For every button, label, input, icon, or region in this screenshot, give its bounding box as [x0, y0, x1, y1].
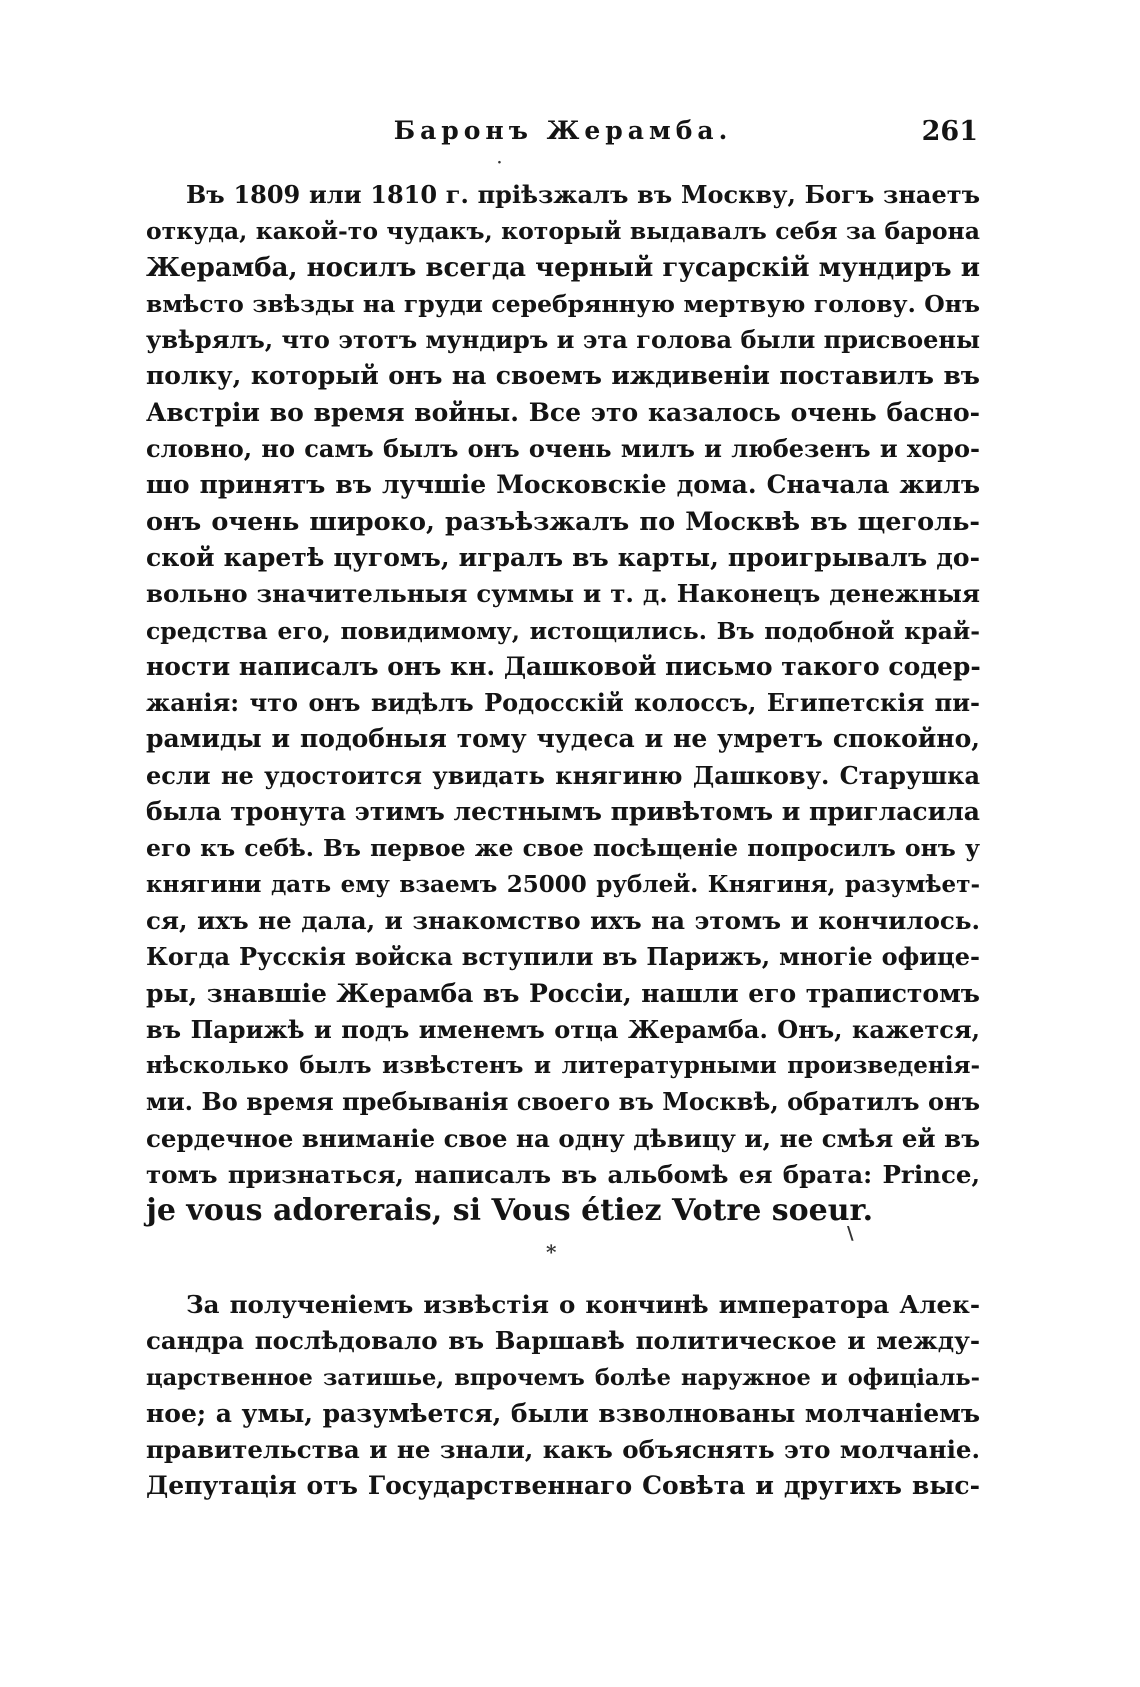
text-line: его къ себѣ. Въ первое же свое посѣщеніе попросилъ онъ у — [146, 834, 980, 863]
text-line: правительства и не знали, какъ объяснять это молчаніе. — [146, 1435, 980, 1465]
print-speck: \ — [847, 1223, 854, 1244]
text-line: Депутація отъ Государственнаго Совѣта и другихъ выс- — [146, 1471, 980, 1501]
text-line: вольно значительныя суммы и т. д. Наконецъ денежныя — [146, 579, 980, 609]
text-line: была тронута этимъ лестнымъ привѣтомъ и пригласила — [146, 797, 980, 827]
text-line: если не удостоится увидать княгиню Дашкову. Старушка — [146, 760, 980, 790]
text-line: сандра послѣдовало въ Варшавѣ политическое и между- — [146, 1326, 980, 1356]
text-line: сердечное вниманіе свое на одну дѣвицу и, не смѣя ей въ — [146, 1123, 980, 1153]
text-line: За полученіемъ извѣстія о кончинѣ императора Алек- — [186, 1290, 980, 1319]
text-line: въ Парижѣ и подъ именемъ отца Жерамба. Онъ, кажется, — [146, 1014, 980, 1044]
text-line: Австріи во время войны. Все это казалось очень басно- — [146, 397, 980, 427]
text-line: ся, ихъ не дала, и знакомство ихъ на этомъ и кончилось. — [146, 905, 980, 935]
text-line: жанія: что онъ видѣлъ Родосскій колоссъ, Египетскія пи- — [146, 688, 980, 718]
text-line: томъ признаться, написалъ въ альбомѣ ея брата: Prince, — [146, 1160, 980, 1190]
paragraph-warsaw — [146, 1287, 980, 1505]
text-line: Въ 1809 или 1810 г. пріѣзжалъ въ Москву, Богъ знаетъ — [186, 180, 980, 209]
text-line: шо принятъ въ лучшіе Московскіе дома. Сначала жилъ — [146, 470, 980, 500]
text-line: рамиды и подобныя тому чудеса и не умретъ спокойно, — [146, 724, 980, 754]
text-line: откуда, какой-то чудакъ, который выдавалъ себя за барона — [146, 217, 980, 246]
text-line: je vous adorerais, si Vous étiez Votre soeur. — [146, 1193, 874, 1229]
page-header — [148, 116, 978, 156]
text-line: ми. Во время пребыванія своего въ Москвѣ, обратилъ онъ — [146, 1087, 980, 1117]
text-line: Жерамба, носилъ всегда черный гусарскій мундиръ и — [146, 252, 980, 283]
text-line: царственное затишье, впрочемъ болѣе наружное и офиціаль- — [146, 1364, 980, 1391]
text-line: Когда Русскія войска вступили въ Парижъ, многіе офице- — [146, 942, 980, 972]
text-line: увѣрялъ, что этотъ мундиръ и эта голова были присвоены — [146, 325, 980, 355]
text-line: полку, который онъ на своемъ иждивеніи поставилъ въ — [146, 361, 980, 391]
text-line: ры, знавшіе Жерамба въ Россіи, нашли его трапистомъ — [146, 978, 980, 1008]
paragraph-geramb — [146, 177, 980, 1230]
text-line: онъ очень широко, разъѣзжалъ по Москвѣ въ щеголь- — [146, 506, 980, 537]
section-separator: * — [546, 1240, 557, 1264]
text-line: ное; а умы, разумѣется, были взволнованы молчаніемъ — [146, 1398, 980, 1428]
running-title: Баронъ Жерамба. — [393, 116, 733, 145]
text-line: нѣсколько былъ извѣстенъ и литературными произведенія- — [146, 1052, 980, 1080]
text-line: ской каретѣ цугомъ, игралъ въ карты, проигрывалъ до- — [146, 542, 980, 572]
text-line: средства его, повидимому, истощились. Въ подобной край- — [146, 616, 980, 645]
text-line: словно, но самъ былъ онъ очень милъ и любезенъ и хоро- — [146, 434, 980, 464]
print-speck: · — [497, 155, 502, 171]
text-line: вмѣсто звѣзды на груди серебрянную мертвую голову. Онъ — [146, 289, 980, 318]
text-line: княгини дать ему взаемъ 25000 рублей. Княгиня, разумѣет- — [146, 870, 980, 898]
text-line: ности написалъ онъ кн. Дашковой письмо такого содер- — [146, 651, 981, 681]
page-number: 261 — [921, 116, 978, 147]
